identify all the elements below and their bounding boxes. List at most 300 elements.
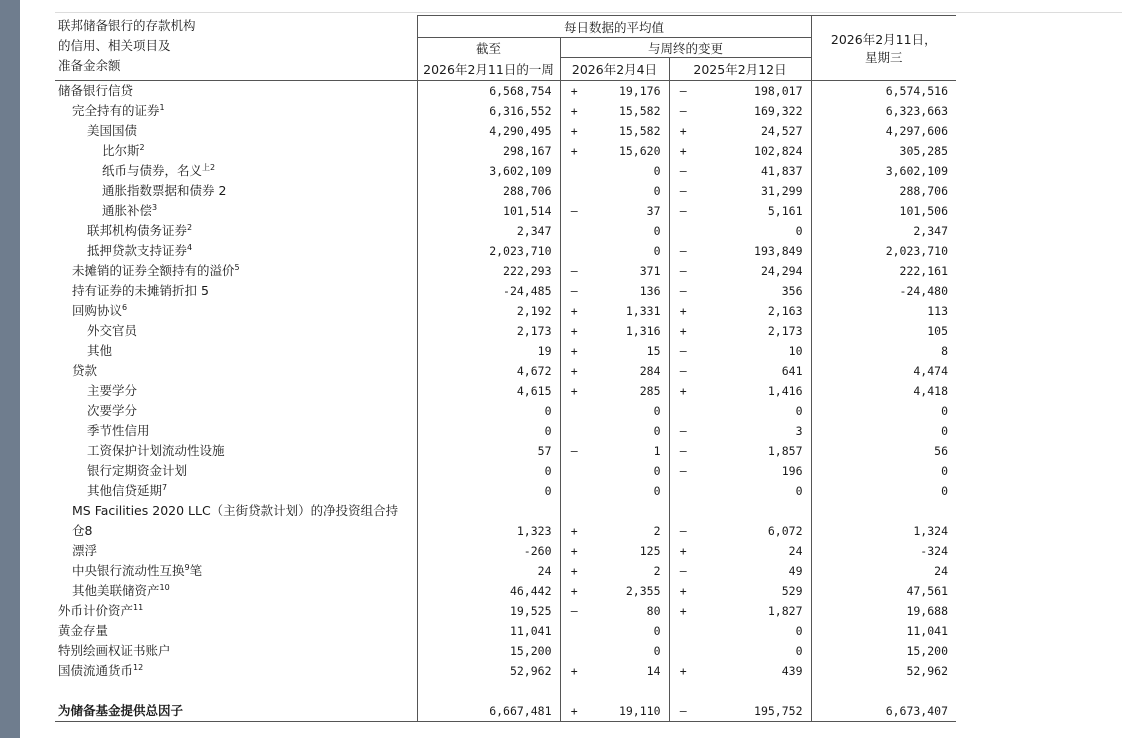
- header-wednesday: [811, 16, 956, 81]
- change-sign-1: [560, 161, 588, 181]
- change-sign-2: +: [669, 321, 697, 341]
- change-value-1: 125: [639, 544, 661, 558]
- table-row: [55, 641, 956, 661]
- week-value: 19: [417, 341, 560, 361]
- change-sign-2: –: [669, 421, 697, 441]
- change-sign-2: [669, 621, 697, 641]
- change-sign-1: –: [560, 201, 588, 221]
- change-sign-1: +: [560, 101, 588, 121]
- header-label-line-1: 联邦储备银行的存款机构: [58, 17, 196, 33]
- change-value-1: 284: [639, 364, 661, 378]
- change-value-2: 49: [788, 564, 803, 578]
- table-row: [55, 281, 956, 301]
- spacer-cell: [697, 681, 811, 701]
- row-label-cell: [55, 581, 417, 601]
- wednesday-value: -324: [811, 541, 956, 561]
- change-value-1: 0: [653, 644, 661, 658]
- header-change-col-1: 2026年2月4日: [560, 58, 669, 81]
- change-sign-1: +: [560, 661, 588, 681]
- table-row: [55, 581, 956, 601]
- row-label-cell: [55, 321, 417, 341]
- header-label-line-3: 准备金余额: [58, 57, 121, 73]
- row-label: 通胀补偿: [102, 203, 153, 218]
- change-value-1: 15: [646, 344, 661, 358]
- row-label: 中央银行流动性互换: [72, 563, 185, 578]
- row-label-cell: [55, 481, 417, 501]
- change-sign-2: –: [669, 701, 697, 722]
- change-value-1: 0: [653, 624, 661, 638]
- table-header-label: [55, 16, 417, 81]
- footnote-ref: 6: [122, 302, 128, 312]
- table-row: [55, 201, 956, 221]
- total-row: [55, 701, 956, 722]
- wednesday-value: 6,673,407: [811, 701, 956, 722]
- change-value-1: 1,316: [625, 324, 661, 338]
- change-sign-2: +: [669, 141, 697, 161]
- wednesday-value: 3,602,109: [811, 161, 956, 181]
- table-row: [55, 221, 956, 241]
- change-value-1: 0: [653, 424, 661, 438]
- row-label: 其他信贷延期: [87, 483, 163, 498]
- row-label: 未摊销的证券全额持有的溢价: [72, 263, 235, 278]
- week-value: 2,192: [417, 301, 560, 321]
- spacer-row: [55, 681, 956, 701]
- week-value: 15,200: [417, 641, 560, 661]
- row-label: MS Facilities 2020 LLC（主街贷款计划）的净投资组合持仓8: [72, 503, 399, 538]
- change-value-2: 1,416: [767, 384, 803, 398]
- row-label-cell: [55, 401, 417, 421]
- row-label: 黄金存量: [58, 623, 109, 638]
- row-label-cell: [55, 121, 417, 141]
- change-value-1: 0: [653, 244, 661, 258]
- row-label-cell: [55, 341, 417, 361]
- wednesday-value: 6,574,516: [811, 81, 956, 102]
- table-row: [55, 321, 956, 341]
- footnote-ref: 2: [187, 222, 193, 232]
- wednesday-value: 288,706: [811, 181, 956, 201]
- change-sign-2: +: [669, 381, 697, 401]
- change-sign-2: –: [669, 561, 697, 581]
- change-sign-2: –: [669, 181, 697, 201]
- wednesday-value: -24,480: [811, 281, 956, 301]
- header-change-col-2: 2025年2月12日: [669, 58, 811, 81]
- row-label-cell: [55, 561, 417, 581]
- row-label: 完全持有的证券: [72, 103, 160, 118]
- change-sign-2: –: [669, 441, 697, 461]
- change-sign-2: [669, 401, 697, 421]
- row-label: 国债流通货币: [58, 663, 134, 678]
- change-value-2: 0: [795, 644, 803, 658]
- change-value-2: 193,849: [754, 244, 803, 258]
- week-value: 6,667,481: [417, 701, 560, 722]
- change-value-2: 0: [795, 624, 803, 638]
- table-body: [55, 81, 956, 722]
- change-value-2: 3: [795, 424, 803, 438]
- row-label: 抵押贷款支持证券: [87, 243, 188, 258]
- week-value: 2,023,710: [417, 241, 560, 261]
- week-value: 46,442: [417, 581, 560, 601]
- row-label: 贷款: [72, 363, 98, 378]
- table-row: [55, 301, 956, 321]
- change-value-2: 196: [781, 464, 803, 478]
- week-value: 2,173: [417, 321, 560, 341]
- table-row: [55, 461, 956, 481]
- change-value-2: 0: [795, 224, 803, 238]
- change-sign-2: –: [669, 261, 697, 281]
- table-row: [55, 481, 956, 501]
- table-row: [55, 541, 956, 561]
- change-sign-2: –: [669, 201, 697, 221]
- table-row: [55, 261, 956, 281]
- change-value-2: 356: [781, 284, 803, 298]
- wednesday-value: 24: [811, 561, 956, 581]
- change-sign-1: [560, 421, 588, 441]
- change-sign-2: +: [669, 301, 697, 321]
- change-value-2: 1,827: [767, 604, 803, 618]
- wednesday-value: 56: [811, 441, 956, 461]
- change-value-1: 136: [639, 284, 661, 298]
- change-value-1: 80: [646, 604, 661, 618]
- wednesday-value: 105: [811, 321, 956, 341]
- week-value: 0: [417, 461, 560, 481]
- wednesday-value: 8: [811, 341, 956, 361]
- change-value-1: 371: [639, 264, 661, 278]
- week-value: 298,167: [417, 141, 560, 161]
- table-row: [55, 381, 956, 401]
- week-value: 4,672: [417, 361, 560, 381]
- change-value-1: 19,110: [588, 701, 669, 722]
- change-value-1: 0: [653, 484, 661, 498]
- table-row: [55, 141, 956, 161]
- table-row: [55, 561, 956, 581]
- header-label-line-2: 的信用、相关项目及: [58, 37, 171, 53]
- header-week-ended-line-2: 2026年2月11日的一周: [423, 62, 554, 77]
- footnote-ref: 11: [133, 602, 144, 612]
- row-label: 特别绘画权证书账户: [58, 643, 171, 658]
- spacer-cell: [55, 681, 417, 701]
- spacer-cell: [560, 681, 588, 701]
- header-wednesday-line-1: 2026年2月11日，: [830, 32, 937, 47]
- row-label: 漂浮: [72, 543, 98, 558]
- change-sign-2: –: [669, 501, 697, 541]
- change-sign-2: +: [669, 661, 697, 681]
- change-sign-2: [669, 641, 697, 661]
- change-value-1: 1,331: [625, 304, 661, 318]
- footnote-ref: 9: [184, 562, 190, 572]
- change-value-2: 0: [795, 404, 803, 418]
- row-label-cell: [55, 661, 417, 681]
- table-row: [55, 161, 956, 181]
- week-value: 57: [417, 441, 560, 461]
- row-label-cell: [55, 241, 417, 261]
- row-label-cell: [55, 641, 417, 661]
- row-label-cell: [55, 261, 417, 281]
- table-row: [55, 361, 956, 381]
- week-value: 101,514: [417, 201, 560, 221]
- change-value-1: 2: [653, 564, 661, 578]
- wednesday-value: 0: [811, 461, 956, 481]
- row-label-cell: [55, 101, 417, 121]
- change-value-2: 439: [781, 664, 803, 678]
- week-value: 0: [417, 421, 560, 441]
- row-label: 回购协议: [72, 303, 123, 318]
- week-value: 6,316,552: [417, 101, 560, 121]
- change-value-2: 24,527: [760, 124, 803, 138]
- row-label: 次要学分: [87, 403, 138, 418]
- change-sign-2: +: [669, 121, 697, 141]
- table-row: [55, 501, 956, 541]
- week-value: 0: [417, 401, 560, 421]
- row-label: 外交官员: [87, 323, 138, 338]
- change-sign-2: –: [669, 341, 697, 361]
- row-label-cell: [55, 501, 417, 541]
- left-sidebar-strip: [0, 0, 20, 738]
- footnote-ref: 4: [187, 242, 193, 252]
- footnote-ref: 3: [152, 202, 158, 212]
- wednesday-value: 0: [811, 421, 956, 441]
- change-sign-2: –: [669, 361, 697, 381]
- change-sign-1: +: [560, 121, 588, 141]
- wednesday-value: 15,200: [811, 641, 956, 661]
- change-sign-1: [560, 221, 588, 241]
- change-value-2: 6,072: [767, 524, 803, 538]
- change-value-2: 102,824: [754, 144, 803, 158]
- wednesday-value: 222,161: [811, 261, 956, 281]
- row-label: 联邦机构债务证券: [87, 223, 188, 238]
- wednesday-value: 1,324: [811, 501, 956, 541]
- wednesday-value: 4,418: [811, 381, 956, 401]
- change-sign-1: +: [560, 141, 588, 161]
- change-value-2: 529: [781, 584, 803, 598]
- wednesday-value: 6,323,663: [811, 101, 956, 121]
- row-label-cell: [55, 201, 417, 221]
- footnote-ref: 2: [139, 142, 145, 152]
- row-label: 工资保护计划流动性设施: [87, 443, 225, 458]
- change-sign-1: [560, 481, 588, 501]
- change-value-1: 0: [653, 404, 661, 418]
- table-row: [55, 241, 956, 261]
- change-value-1: 0: [653, 164, 661, 178]
- footnote-ref: 上2: [202, 162, 216, 172]
- footnote-ref: 1: [159, 102, 165, 112]
- table-row: [55, 181, 956, 201]
- spacer-cell: [417, 681, 560, 701]
- wednesday-value: 2,347: [811, 221, 956, 241]
- change-sign-2: –: [669, 461, 697, 481]
- change-sign-1: +: [560, 701, 588, 722]
- week-value: 52,962: [417, 661, 560, 681]
- change-value-1: 15,582: [618, 124, 661, 138]
- row-label: 持有证券的未摊销折扣 5: [72, 283, 209, 298]
- row-label: 储备银行信贷: [58, 83, 134, 98]
- change-sign-1: [560, 401, 588, 421]
- change-sign-1: –: [560, 441, 588, 461]
- change-sign-2: –: [669, 241, 697, 261]
- change-value-2: 169,322: [754, 104, 803, 118]
- spacer-cell: [588, 681, 669, 701]
- change-sign-1: +: [560, 361, 588, 381]
- change-value-1: 285: [639, 384, 661, 398]
- change-value-1: 19,176: [618, 84, 661, 98]
- row-label: 季节性信用: [87, 423, 150, 438]
- table-row: [55, 441, 956, 461]
- wednesday-value: 101,506: [811, 201, 956, 221]
- wednesday-value: 4,297,606: [811, 121, 956, 141]
- row-label-cell: [55, 281, 417, 301]
- row-label-cell: [55, 381, 417, 401]
- change-value-2: 5,161: [767, 204, 803, 218]
- row-label-cell: [55, 601, 417, 621]
- change-value-2: 198,017: [754, 84, 803, 98]
- table-row: [55, 121, 956, 141]
- change-sign-2: +: [669, 601, 697, 621]
- change-sign-1: [560, 621, 588, 641]
- wednesday-value: 4,474: [811, 361, 956, 381]
- row-label: 为储备基金提供总因子: [58, 703, 184, 718]
- change-sign-2: [669, 221, 697, 241]
- table-row: [55, 661, 956, 681]
- top-divider: [55, 12, 1122, 13]
- week-value: 3,602,109: [417, 161, 560, 181]
- change-value-2: 0: [795, 484, 803, 498]
- table-row: [55, 601, 956, 621]
- header-week-ended: [417, 38, 560, 81]
- week-value: 11,041: [417, 621, 560, 641]
- table-row: [55, 401, 956, 421]
- row-label-cell: [55, 361, 417, 381]
- change-sign-1: +: [560, 541, 588, 561]
- header-week-ended-line-1: 截至: [475, 41, 501, 56]
- change-sign-2: –: [669, 281, 697, 301]
- row-label: 比尔斯: [102, 143, 140, 158]
- change-sign-1: –: [560, 261, 588, 281]
- change-sign-2: –: [669, 101, 697, 121]
- spacer-cell: [669, 681, 697, 701]
- row-label-cell: [55, 161, 417, 181]
- table-row: [55, 81, 956, 102]
- week-value: -260: [417, 541, 560, 561]
- change-sign-2: –: [669, 81, 697, 102]
- change-value-2: 2,163: [767, 304, 803, 318]
- change-sign-2: +: [669, 581, 697, 601]
- change-sign-1: +: [560, 341, 588, 361]
- change-sign-2: +: [669, 541, 697, 561]
- week-value: 6,568,754: [417, 81, 560, 102]
- week-value: 2,347: [417, 221, 560, 241]
- change-sign-1: [560, 241, 588, 261]
- footnote-ref: 10: [159, 582, 170, 592]
- change-value-2: 24: [788, 544, 803, 558]
- wednesday-value: 113: [811, 301, 956, 321]
- row-label: 外币计价资产: [58, 603, 134, 618]
- footnote-ref: 12: [133, 662, 144, 672]
- change-value-2: 1,857: [767, 444, 803, 458]
- change-value-2: 641: [781, 364, 803, 378]
- table-row: [55, 421, 956, 441]
- week-value: -24,485: [417, 281, 560, 301]
- footnote-ref: 7: [162, 482, 168, 492]
- table-row: [55, 101, 956, 121]
- wednesday-value: 2,023,710: [811, 241, 956, 261]
- week-value: 222,293: [417, 261, 560, 281]
- row-label-suffix: 笔: [189, 563, 203, 578]
- week-value: 4,290,495: [417, 121, 560, 141]
- row-label: 美国国债: [87, 123, 138, 138]
- change-value-1: 37: [646, 204, 661, 218]
- change-value-1: 15,582: [618, 104, 661, 118]
- wednesday-value: 19,688: [811, 601, 956, 621]
- change-sign-2: [669, 481, 697, 501]
- row-label-cell: [55, 301, 417, 321]
- change-value-2: 24,294: [760, 264, 803, 278]
- change-value-1: 0: [653, 464, 661, 478]
- week-value: 288,706: [417, 181, 560, 201]
- table-row: [55, 621, 956, 641]
- change-sign-1: +: [560, 561, 588, 581]
- change-sign-1: –: [560, 281, 588, 301]
- header-wednesday-line-2: 星期三: [864, 50, 903, 65]
- row-label: 其他美联储资产: [72, 583, 160, 598]
- wednesday-value: 52,962: [811, 661, 956, 681]
- row-label-cell: [55, 441, 417, 461]
- week-value: 1,323: [417, 501, 560, 541]
- header-daily-average: 每日数据的平均值: [417, 16, 811, 38]
- wednesday-value: 305,285: [811, 141, 956, 161]
- week-value: 24: [417, 561, 560, 581]
- spacer-cell: [811, 681, 956, 701]
- wednesday-value: 11,041: [811, 621, 956, 641]
- change-value-1: 0: [653, 184, 661, 198]
- footnote-ref: 5: [234, 262, 240, 272]
- wednesday-value: 47,561: [811, 581, 956, 601]
- change-sign-1: –: [560, 601, 588, 621]
- table-row: [55, 341, 956, 361]
- row-label-cell: [55, 141, 417, 161]
- row-label-cell: [55, 81, 417, 102]
- header-change-from-week: 与周终的变更: [560, 38, 811, 58]
- wednesday-value: 0: [811, 401, 956, 421]
- row-label: 银行定期资金计划: [87, 463, 188, 478]
- row-label-cell: [55, 541, 417, 561]
- row-label-cell: [55, 181, 417, 201]
- change-sign-1: [560, 461, 588, 481]
- row-label-cell: [55, 461, 417, 481]
- change-sign-1: +: [560, 301, 588, 321]
- change-sign-1: +: [560, 581, 588, 601]
- row-label: 主要学分: [87, 383, 138, 398]
- row-label-cell: [55, 701, 417, 722]
- change-sign-2: –: [669, 161, 697, 181]
- change-value-2: 195,752: [697, 701, 811, 722]
- change-value-2: 2,173: [767, 324, 803, 338]
- row-label-cell: [55, 221, 417, 241]
- week-value: 0: [417, 481, 560, 501]
- change-value-1: 2,355: [625, 584, 661, 598]
- change-value-2: 31,299: [760, 184, 803, 198]
- change-sign-1: +: [560, 501, 588, 541]
- change-value-2: 10: [788, 344, 803, 358]
- row-label: 通胀指数票据和债券 2: [102, 183, 227, 198]
- change-sign-1: [560, 181, 588, 201]
- change-sign-1: [560, 641, 588, 661]
- change-sign-1: +: [560, 381, 588, 401]
- change-value-1: 1: [653, 444, 661, 458]
- week-value: 19,525: [417, 601, 560, 621]
- change-sign-1: +: [560, 81, 588, 102]
- change-value-1: 14: [646, 664, 661, 678]
- row-label-cell: [55, 421, 417, 441]
- week-value: 4,615: [417, 381, 560, 401]
